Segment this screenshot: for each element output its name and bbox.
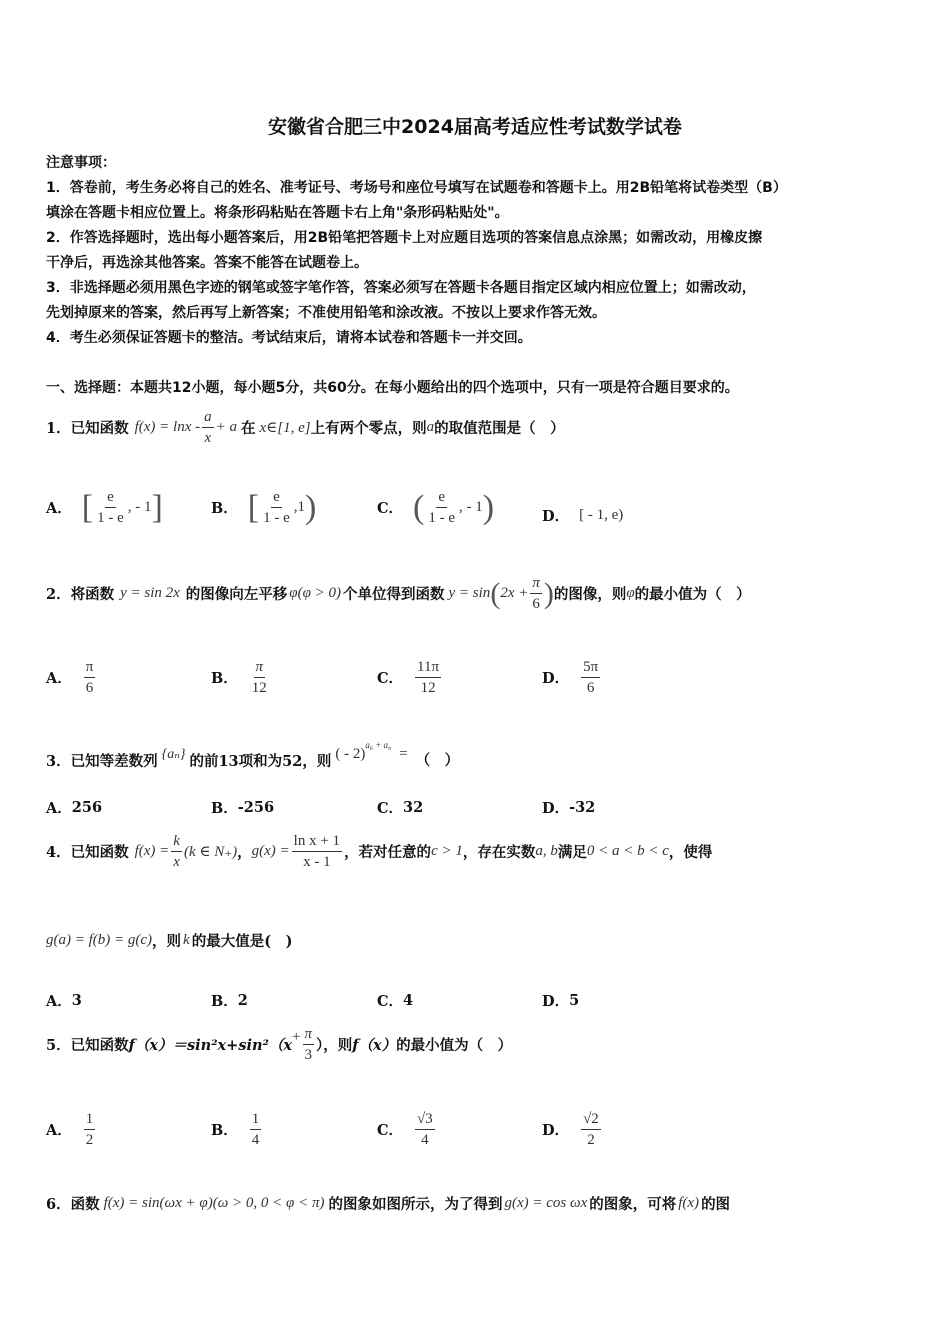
q2-prefix: 2．将函数: [46, 586, 115, 603]
q2-option-c[interactable]: [377, 658, 443, 697]
q1-option-b[interactable]: [211, 488, 316, 527]
q3-option-b-text: -256: [237, 799, 275, 816]
q2-option-a-den: 6: [85, 680, 94, 696]
q1-option-a-label: A．: [46, 500, 72, 517]
q4-prefix: 4．已知函数: [46, 844, 129, 861]
q1-option-c-num: e: [436, 488, 447, 508]
q2-option-c-num: 11π: [415, 658, 441, 678]
q1-mid: 在: [240, 420, 256, 437]
question-4-line-2: [46, 930, 292, 951]
notice-line-3: 2．作答选择题时，选出每小题答案后，用2B铅笔把答题卡上对应题目选项的答案信息点涂黑；如需改动，用橡皮擦: [46, 230, 763, 246]
q3-prefix: 3．已知等差数列: [46, 753, 158, 770]
q5-option-b-num: 1: [250, 1110, 262, 1130]
q2-mid1: 的图像向左平移: [185, 586, 288, 603]
q5-num: π: [303, 1025, 315, 1045]
q1-option-d[interactable]: [542, 505, 623, 526]
q4-option-c-text: 4: [403, 992, 414, 1009]
q1-option-c-right-bracket: ): [482, 488, 495, 526]
q6-fx: f(x): [678, 1195, 700, 1211]
q5-option-c-label: C．: [377, 1122, 404, 1139]
q4-line2-eq: g(a) = f(b) = g(c): [46, 932, 153, 948]
question-6: [46, 1193, 730, 1214]
q1-option-b-num: e: [271, 488, 282, 508]
q5-option-d-label: D．: [542, 1122, 570, 1139]
q5-option-c-den: 4: [421, 1132, 429, 1148]
q4-f: f(x) =: [134, 843, 170, 859]
q1-option-c-den: 1 - e: [428, 510, 456, 526]
q1-option-b-den: 1 - e: [263, 510, 290, 526]
q2-mid3: 的图像，则: [553, 586, 627, 603]
question-4: [46, 832, 712, 871]
q4-ab: a, b: [535, 843, 558, 859]
q2-f1: y = sin 2x: [120, 585, 180, 601]
q3-tail: （ ）: [415, 752, 460, 769]
q2-option-a-label: A．: [46, 670, 72, 687]
notice-line-6: 先划掉原来的答案，然后再写上新答案；不准使用铅笔和涂改液。不按以上要求作答无效。: [46, 305, 606, 321]
q3-expr: ( - 2): [335, 746, 366, 762]
q4-option-b[interactable]: [211, 990, 248, 1011]
q1-frac-den: x: [204, 430, 212, 446]
q2-f2-den: 6: [532, 596, 540, 612]
q2-option-d-den: 6: [586, 680, 595, 696]
q1-option-d-text: [ - 1, e): [579, 507, 624, 523]
q5-close: ），则: [316, 1037, 353, 1054]
q6-mid2: 的图象，可将: [589, 1196, 677, 1213]
q6-f: f(x) = sin(ωx + φ)(ω > 0, 0 < φ < π): [103, 1195, 325, 1211]
q3-option-b-label: B．: [211, 800, 238, 817]
q4-g-num: ln x + 1: [292, 832, 342, 852]
q3-sup: a₆ + a₈: [365, 740, 392, 750]
q1-option-b-right-bracket: ): [305, 488, 317, 526]
q5-plus: +: [292, 1029, 301, 1045]
q3-option-c-text: 32: [403, 799, 424, 816]
q6-tail: 的图: [701, 1196, 731, 1213]
q1-option-d-label: D．: [542, 508, 570, 525]
q6-prefix: 6．函数: [46, 1196, 100, 1213]
q3-option-c-label: C．: [377, 800, 404, 817]
q5-prefix: 5．已知函数: [46, 1037, 129, 1054]
q1-var: a: [426, 419, 435, 435]
q2-option-a[interactable]: [46, 658, 97, 697]
q6-mid: 的图象如图所示，为了得到: [328, 1196, 503, 1213]
q3-mid: 的前13项和为52，则: [189, 753, 332, 770]
q3-option-a[interactable]: [46, 797, 102, 818]
q2-tail: 的最小值为（ ）: [634, 586, 751, 603]
q1-option-a[interactable]: [46, 488, 163, 527]
notice-line-5: 3．非选择题必须用黑色字迹的钢笔或签字笔作答，答案必须写在答题卡各题目指定区域内相应位置上；如需改动，: [46, 280, 756, 296]
q2-option-b-label: B．: [211, 670, 238, 687]
q1-option-a-left-bracket: [: [81, 488, 94, 526]
q5-option-b-label: B．: [211, 1122, 238, 1139]
q5-option-d-den: 2: [587, 1132, 595, 1148]
q4-mid: ，若对任意的: [344, 844, 432, 861]
q1-option-b-left-bracket: [: [247, 488, 260, 526]
section-heading: 一、选择题：本题共12小题，每小题5分，共60分。在每小题给出的四个选项中，只有一项是符合题目要求的。: [46, 380, 739, 396]
q4-g: g(x) =: [251, 843, 290, 859]
question-1: [46, 408, 565, 447]
q4-line2-then: ，则: [152, 933, 182, 950]
q1-option-a-den: 1 - e: [97, 510, 124, 526]
q4-option-a[interactable]: [46, 990, 82, 1011]
q3-seq: {aₙ}: [161, 747, 186, 762]
notice-line-7: 4．考生必须保证答题卡的整洁。考试结束后，请将本试卷和答题卡一并交回。: [46, 330, 532, 346]
q3-eq: =: [399, 746, 408, 762]
q5-option-d[interactable]: [542, 1110, 603, 1149]
q1-fraction: [202, 408, 214, 447]
q2-option-c-den: 12: [420, 680, 436, 696]
q4-comma: ，: [237, 844, 252, 861]
q4-g-den: x - 1: [303, 854, 331, 870]
q3-option-c[interactable]: [377, 797, 423, 818]
q4-f-num: k: [171, 832, 182, 852]
q1-option-a-num: e: [105, 488, 116, 508]
q5-option-b-den: 4: [251, 1132, 260, 1148]
q4-option-b-text: 2: [237, 992, 248, 1009]
q5-fx: f（x）: [352, 1037, 397, 1054]
q4-option-a-text: 3: [71, 992, 82, 1009]
page-title: 安徽省合肥三中2024届高考适应性考试数学试卷: [268, 116, 682, 138]
q5-option-a-num: 1: [84, 1110, 96, 1130]
q4-option-d-label: D．: [542, 993, 570, 1010]
q2-option-d-num: 5π: [581, 658, 600, 678]
q2-mid2: 个单位得到函数: [343, 586, 445, 603]
question-5: [46, 1025, 512, 1064]
q5-option-c[interactable]: [377, 1110, 437, 1149]
q1-frac-num: a: [202, 408, 214, 428]
q1-option-c-left-bracket: (: [413, 488, 425, 526]
q4-line2-tail: 的最大值是( ): [191, 933, 293, 950]
question-3: [46, 738, 459, 771]
q5-option-c-num: √3: [415, 1110, 435, 1130]
q5-f: f（x）＝sin²x+sin²（x: [128, 1037, 293, 1054]
q5-option-a-label: A．: [46, 1122, 72, 1139]
q4-tail: ，使得: [668, 844, 713, 861]
q3-option-d[interactable]: [542, 797, 595, 818]
q5-den: 3: [304, 1047, 313, 1063]
q4-c: c > 1: [431, 843, 463, 859]
q2-option-c-label: C．: [377, 670, 404, 687]
q1-option-c-rest: , - 1: [459, 499, 483, 515]
notice-heading: 注意事项：: [46, 155, 116, 171]
q4-f-den: x: [173, 854, 180, 870]
q1-option-a-right-bracket: ]: [151, 488, 163, 526]
q4-mid2: ，存在实数: [462, 844, 536, 861]
q2-f2b: 2x +: [500, 585, 529, 601]
q4-option-c[interactable]: [377, 990, 413, 1011]
q4-option-a-label: A．: [46, 993, 72, 1010]
notice-line-2: 填涂在答题卡相应位置上。将条形码粘贴在答题卡右上角"条形码粘贴处"。: [46, 205, 509, 221]
q1-fx: f(x) = lnx -: [134, 419, 201, 435]
q1-option-b-rest: ,1: [293, 499, 305, 515]
q2-f2-num: π: [530, 574, 542, 594]
q2-var: φ: [626, 585, 635, 601]
q2-option-a-num: π: [84, 658, 96, 678]
q5-option-a[interactable]: [46, 1110, 97, 1149]
q2-option-d[interactable]: [542, 658, 602, 697]
q1-plus: + a: [215, 419, 237, 435]
q5-option-a-den: 2: [85, 1132, 94, 1148]
q4-option-d[interactable]: [542, 990, 579, 1011]
q1-option-c-label: C．: [377, 500, 404, 517]
q1-suffix: 上有两个零点，则: [310, 420, 427, 437]
notice-line-4: 干净后，再选涂其他答案。答案不能答在试题卷上。: [46, 255, 368, 271]
q2-option-b[interactable]: [211, 658, 271, 697]
q4-option-b-label: B．: [211, 993, 238, 1010]
q4-ineq: 0 < a < b < c: [586, 843, 669, 859]
q4-fcond: (k ∈ N₊): [183, 844, 238, 860]
q3-option-b[interactable]: [211, 797, 274, 818]
q2-left-paren: (: [490, 576, 501, 610]
q1-interval: x∈[1, e]: [259, 420, 311, 436]
q3-option-d-text: -32: [569, 799, 596, 816]
q3-option-a-text: 256: [71, 799, 103, 816]
q4-k: k: [183, 932, 190, 948]
q4-mid3: 满足: [557, 844, 587, 861]
q1-option-a-rest: , - 1: [127, 499, 152, 515]
q6-g: g(x) = cos ωx: [504, 1195, 588, 1211]
q2-option-d-label: D．: [542, 670, 570, 687]
q4-option-c-label: C．: [377, 993, 404, 1010]
q5-tail: 的最小值为（ ）: [396, 1037, 513, 1054]
q1-option-c[interactable]: [377, 488, 494, 527]
q1-option-b-label: B．: [211, 500, 238, 517]
q2-option-b-den: 12: [251, 680, 267, 696]
q2-phi: φ(φ > 0): [289, 585, 342, 601]
q1-tail: 的取值范围是（ ）: [434, 420, 565, 437]
q3-option-d-label: D．: [542, 800, 570, 817]
q2-f2a: y = sin: [448, 585, 491, 601]
q3-option-a-label: A．: [46, 800, 72, 817]
q5-option-b[interactable]: [211, 1110, 263, 1149]
q4-option-d-text: 5: [569, 992, 580, 1009]
q2-right-paren: ): [543, 576, 554, 610]
q2-option-b-num: π: [254, 658, 266, 678]
question-2: [46, 574, 751, 613]
q5-option-d-num: √2: [581, 1110, 601, 1130]
notice-line-1: 1．答卷前，考生务必将自己的姓名、准考证号、考场号和座位号填写在试题卷和答题卡上。用2B铅笔将试卷类型（B）: [46, 180, 787, 196]
q1-prefix: 1．已知函数: [46, 420, 129, 437]
